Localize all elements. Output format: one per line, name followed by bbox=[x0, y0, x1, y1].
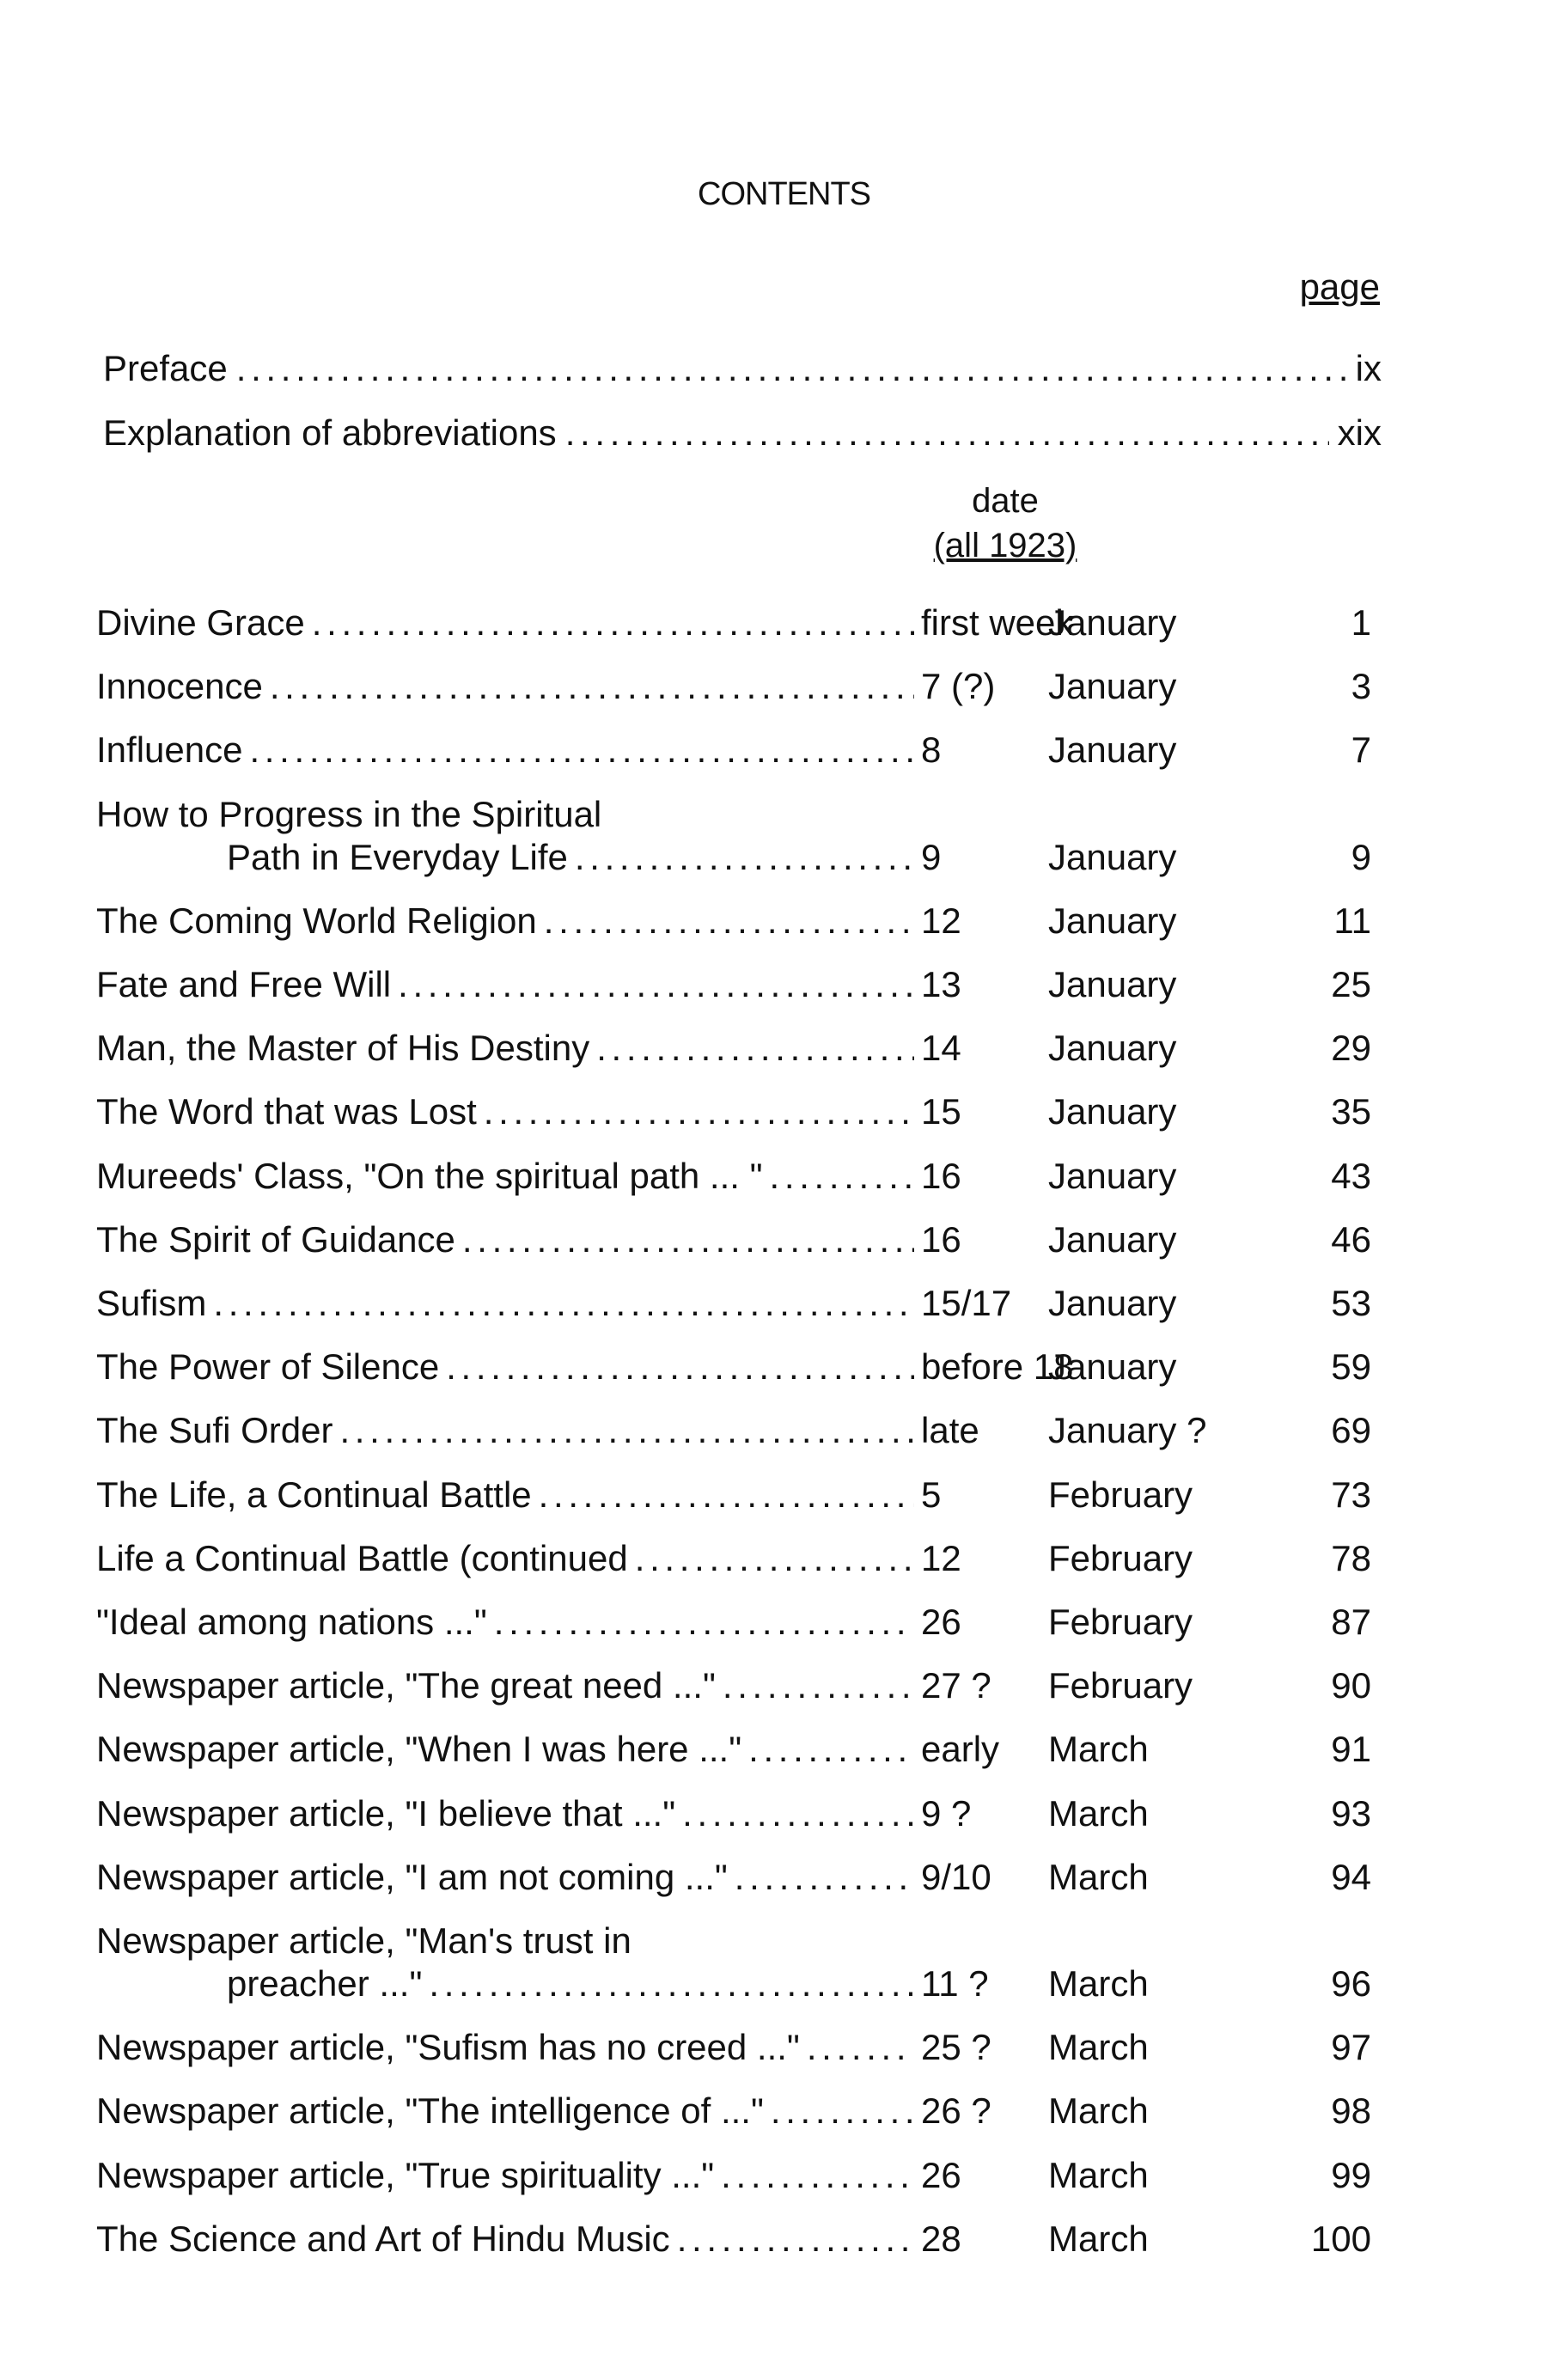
toc-entry-page: 99 bbox=[1331, 2154, 1371, 2195]
toc-entry-month: January bbox=[1048, 1028, 1177, 1069]
toc-entry-day: 12 bbox=[921, 1537, 961, 1578]
toc-entry-page: 9 bbox=[1351, 836, 1371, 877]
dot-leader bbox=[339, 1409, 914, 1452]
toc-entry-page: 78 bbox=[1331, 1537, 1371, 1578]
toc-entry-title: The Coming World Religion bbox=[96, 900, 537, 941]
dot-leader bbox=[462, 1218, 914, 1261]
toc-entry[interactable] bbox=[96, 1728, 1385, 1771]
toc-entry-page: 93 bbox=[1331, 1792, 1371, 1834]
toc-entry-page: 1 bbox=[1351, 602, 1371, 643]
toc-entry[interactable] bbox=[96, 1282, 1385, 1325]
toc-entry-title: Mureeds' Class, "On the spiritual path ... " bbox=[96, 1155, 763, 1196]
toc-entry[interactable] bbox=[96, 1474, 1385, 1517]
toc-entry-page: 29 bbox=[1331, 1028, 1371, 1069]
toc-entry[interactable] bbox=[96, 1537, 1385, 1580]
toc-entry-month: February bbox=[1048, 1537, 1193, 1578]
toc-entry-title: Newspaper article, "The intelligence of ..." bbox=[96, 2090, 764, 2132]
toc-entry-title: Sufism bbox=[96, 1283, 207, 1323]
toc-entry-month: February bbox=[1048, 1474, 1193, 1515]
toc-entry-title: Newspaper article, "I am not coming ..." bbox=[96, 1856, 728, 1897]
toc-entry-day: before 18 bbox=[921, 1346, 1074, 1388]
toc-entry-page: 69 bbox=[1331, 1410, 1371, 1451]
toc-entry[interactable] bbox=[96, 793, 1385, 879]
dot-leader bbox=[682, 1792, 914, 1835]
toc-entry-day: 9 bbox=[921, 836, 942, 877]
toc-entry[interactable] bbox=[96, 1409, 1385, 1452]
toc-entry-month: January bbox=[1048, 729, 1177, 771]
dot-leader bbox=[770, 1155, 914, 1198]
dot-leader bbox=[213, 1282, 914, 1325]
toc-entry-title: The Word that was Lost bbox=[96, 1091, 477, 1132]
toc-entry[interactable] bbox=[96, 1856, 1385, 1899]
toc-entry-page: 59 bbox=[1331, 1346, 1371, 1388]
toc-entry[interactable] bbox=[96, 1346, 1385, 1388]
toc-entry-day: 27 ? bbox=[921, 1665, 991, 1706]
toc-entry[interactable] bbox=[96, 900, 1385, 943]
dot-leader bbox=[677, 2218, 914, 2261]
dot-leader bbox=[312, 601, 914, 644]
dot-leader bbox=[270, 665, 914, 708]
toc-entry-month: March bbox=[1048, 2027, 1149, 2068]
toc-entry-day: late bbox=[921, 1410, 979, 1451]
toc-entry-day: 11 ? bbox=[921, 1963, 989, 2004]
toc-entry-month: January bbox=[1048, 1346, 1177, 1388]
front-matter-page: xix bbox=[1337, 412, 1382, 453]
toc-entry[interactable] bbox=[96, 2090, 1385, 2133]
toc-entry-day: 9/10 bbox=[921, 1856, 991, 1897]
dot-leader bbox=[771, 2090, 914, 2133]
dot-leader bbox=[721, 2154, 914, 2197]
toc-entry[interactable] bbox=[96, 729, 1385, 772]
toc-entry-month: January bbox=[1048, 666, 1177, 707]
toc-entry-day: 5 bbox=[921, 1474, 942, 1515]
toc-entry-page: 46 bbox=[1331, 1218, 1371, 1260]
toc-entry-page: 53 bbox=[1331, 1283, 1371, 1323]
toc-entry[interactable] bbox=[96, 2154, 1385, 2197]
toc-entry-day: 15/17 bbox=[921, 1283, 1012, 1323]
toc-entry-page: 43 bbox=[1331, 1155, 1371, 1196]
toc-entry-month: January bbox=[1048, 900, 1177, 941]
date-column-heading bbox=[911, 479, 1100, 568]
toc-entry-title: Newspaper article, "When I was here ..." bbox=[96, 1729, 742, 1770]
contents-title: CONTENTS bbox=[698, 176, 870, 212]
toc-entry-day: 26 bbox=[921, 1602, 961, 1642]
toc-entry-day: 26 bbox=[921, 2154, 961, 2195]
toc-entry-day: 12 bbox=[921, 900, 961, 941]
toc-entry-page: 91 bbox=[1331, 1729, 1371, 1770]
toc-entry-page: 96 bbox=[1331, 1963, 1371, 2004]
toc-entry-page: 94 bbox=[1331, 1856, 1371, 1897]
front-matter-label: Explanation of abbreviations bbox=[103, 412, 557, 453]
dot-leader bbox=[236, 348, 1347, 389]
toc-entry-month: January bbox=[1048, 1283, 1177, 1323]
toc-entry-title: Path in Everyday Life bbox=[227, 836, 568, 877]
toc-entry-page: 11 bbox=[1333, 900, 1371, 941]
toc-entry-title: Newspaper article, "The great need ..." bbox=[96, 1665, 716, 1706]
toc-entry-day: early bbox=[921, 1729, 1000, 1770]
dot-leader bbox=[565, 412, 1329, 454]
toc-entry-page: 100 bbox=[1310, 2218, 1371, 2259]
toc-entry-day: 7 (?) bbox=[921, 666, 996, 707]
toc-entry-month: March bbox=[1048, 1963, 1149, 2004]
toc-entry-day: first week bbox=[921, 602, 1074, 643]
toc-entry-title: The Science and Art of Hindu Music bbox=[96, 2218, 670, 2259]
toc-entry-title: Influence bbox=[96, 729, 243, 771]
toc-entry-month: January bbox=[1048, 964, 1177, 1004]
toc-entry-title: The Spirit of Guidance bbox=[96, 1218, 455, 1260]
dot-leader bbox=[484, 1090, 914, 1133]
dot-leader bbox=[446, 1346, 914, 1388]
date-heading-line2: (all 1923) bbox=[933, 527, 1077, 565]
toc-entry-title: Innocence bbox=[96, 666, 263, 707]
toc-entry-month: January bbox=[1048, 1155, 1177, 1196]
toc-entry-month: January ? bbox=[1048, 1410, 1207, 1451]
toc-entry-page: 98 bbox=[1331, 2090, 1371, 2132]
toc-entry-title: Newspaper article, "I believe that ..." bbox=[96, 1792, 676, 1834]
toc-entry[interactable] bbox=[96, 1218, 1385, 1261]
front-matter-abbreviations[interactable] bbox=[103, 412, 1382, 461]
toc-entry-title: The Sufi Order bbox=[96, 1410, 333, 1451]
dot-leader bbox=[748, 1728, 914, 1771]
toc-entry[interactable] bbox=[96, 1919, 1385, 2005]
toc-entry-day: 26 ? bbox=[921, 2090, 991, 2132]
toc-entry-month: March bbox=[1048, 2090, 1149, 2132]
dot-leader bbox=[544, 900, 914, 943]
toc-entry-day: 16 bbox=[921, 1155, 961, 1196]
dot-leader bbox=[249, 729, 914, 772]
toc-entry[interactable] bbox=[96, 1601, 1385, 1644]
dot-leader bbox=[539, 1474, 914, 1517]
toc-entry-title: The Life, a Continual Battle bbox=[96, 1474, 532, 1515]
dot-leader bbox=[575, 836, 914, 879]
dot-leader bbox=[398, 963, 914, 1006]
toc-entry-day: 15 bbox=[921, 1091, 961, 1132]
toc-entry[interactable] bbox=[96, 2026, 1385, 2069]
toc-entry-month: January bbox=[1048, 602, 1177, 643]
toc-entry-page: 7 bbox=[1351, 729, 1371, 771]
dot-leader bbox=[723, 1664, 914, 1707]
toc-entry-month: March bbox=[1048, 2218, 1149, 2259]
toc-entry-page: 3 bbox=[1351, 666, 1371, 707]
toc-entry-page: 73 bbox=[1331, 1474, 1371, 1515]
toc-entry-title-line1: Newspaper article, "Man's trust in bbox=[96, 1920, 631, 1961]
toc-entry-title: Newspaper article, "True spirituality ..." bbox=[96, 2154, 715, 2195]
front-matter-page: ix bbox=[1355, 348, 1382, 388]
toc-entry[interactable] bbox=[96, 601, 1385, 644]
toc-entry-month: March bbox=[1048, 1792, 1149, 1834]
toc-entry-page: 87 bbox=[1331, 1602, 1371, 1642]
toc-entry[interactable] bbox=[96, 2218, 1385, 2261]
toc-entry-title: Fate and Free Will bbox=[96, 964, 392, 1004]
dot-leader bbox=[429, 1962, 914, 2005]
toc-entry-month: March bbox=[1048, 1729, 1149, 1770]
dot-leader bbox=[635, 1537, 914, 1580]
dot-leader bbox=[596, 1027, 914, 1070]
toc-entry-title-line1: How to Progress in the Spiritual bbox=[96, 793, 602, 834]
toc-entry-month: March bbox=[1048, 1856, 1149, 1897]
toc-entry-day: 16 bbox=[921, 1218, 961, 1260]
dot-leader bbox=[735, 1856, 914, 1899]
toc-entry-page: 97 bbox=[1331, 2027, 1371, 2068]
toc-entry-title: The Power of Silence bbox=[96, 1346, 440, 1388]
toc-entry-month: January bbox=[1048, 1091, 1177, 1132]
toc-entry[interactable] bbox=[96, 665, 1385, 708]
toc-entry-title: Man, the Master of His Destiny bbox=[96, 1028, 590, 1069]
dot-leader bbox=[494, 1601, 914, 1644]
toc-entry-day: 8 bbox=[921, 729, 942, 771]
toc-entry-month: February bbox=[1048, 1665, 1193, 1706]
toc-entry-month: February bbox=[1048, 1602, 1193, 1642]
toc-entry-day: 25 ? bbox=[921, 2027, 991, 2068]
toc-entry-page: 90 bbox=[1331, 1665, 1371, 1706]
toc-entry-month: March bbox=[1048, 2154, 1149, 2195]
toc-entry-day: 9 ? bbox=[921, 1792, 972, 1834]
front-matter-label: Preface bbox=[103, 348, 228, 388]
toc-entry[interactable] bbox=[96, 1792, 1385, 1835]
toc-entry[interactable] bbox=[96, 1090, 1385, 1133]
toc-entry-title: "Ideal among nations ..." bbox=[96, 1602, 487, 1642]
toc-entry-month: January bbox=[1048, 836, 1177, 877]
toc-entry-title: Divine Grace bbox=[96, 602, 305, 643]
front-matter-preface[interactable] bbox=[103, 348, 1382, 396]
toc-entry-title: Life a Continual Battle (continued bbox=[96, 1537, 628, 1578]
toc-entry-day: 14 bbox=[921, 1028, 961, 1069]
dot-leader bbox=[807, 2026, 914, 2069]
date-heading-line1: date bbox=[972, 482, 1039, 520]
toc-entry-title: preacher ..." bbox=[227, 1963, 423, 2004]
toc-entry-title: Newspaper article, "Sufism has no creed ..." bbox=[96, 2027, 800, 2068]
toc-entry-day: 13 bbox=[921, 964, 961, 1004]
toc-entry-page: 25 bbox=[1331, 964, 1371, 1004]
toc-entry-day: 28 bbox=[921, 2218, 961, 2259]
toc-entry[interactable] bbox=[96, 963, 1385, 1006]
toc-entry[interactable] bbox=[96, 1155, 1385, 1198]
toc-entry-page: 35 bbox=[1331, 1091, 1371, 1132]
toc-entry[interactable] bbox=[96, 1664, 1385, 1707]
toc-entry-month: January bbox=[1048, 1218, 1177, 1260]
toc-entry[interactable] bbox=[96, 1027, 1385, 1070]
page-column-heading: page bbox=[1299, 266, 1380, 307]
